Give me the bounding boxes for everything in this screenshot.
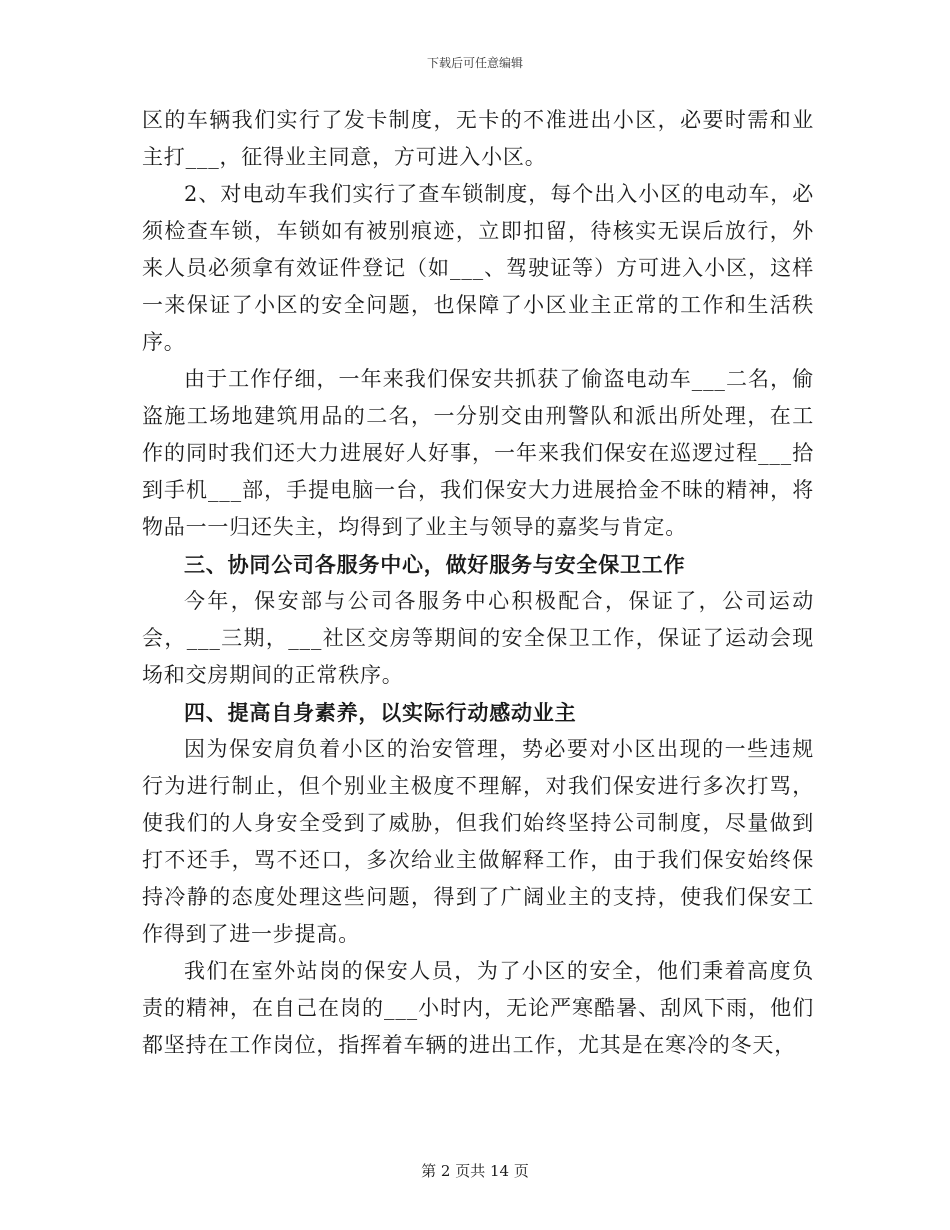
header-note: 下载后可任意编辑 (426, 56, 523, 70)
paragraph-ebike-lock: 2、对电动车我们实行了查车锁制度，每个出入小区的电动车，必须检查车锁，车锁如有被别痕迹，立即扣留，待核实无误后放行，外来人员必须拿有效证件登记（如___、驾驶证等）方可进入小区，这样一来保证了小区的安全问题，也保障了小区业主正常的工作和生活秩序。 (142, 182, 814, 354)
paragraph-self-improvement: 因为保安肩负着小区的治安管理，势必要对小区出现的一些违规行为进行制止，但个别业主极度不理解，对我们保安进行多次打骂，使我们的人身安全受到了威胁，但我们始终坚持公司制度，尽量做到打不还手，骂不还口，多次给业主做解释工作，由于我们保安始终保持冷静的态度处理这些问题，得到了广阔业主的支持，使我们保安工作得到了进一步提高。 (142, 737, 814, 946)
page-number: 第 2 页共 14 页 (421, 1162, 529, 1180)
paragraph-cooperation: 今年，保安部与公司各服务中心积极配合，保证了，公司运动会，___三期，___社区交房等期间的安全保卫工作，保证了运动会现场和交房期间的正常秩序。 (142, 589, 814, 687)
section-heading-4: 四、提高自身素养，以实际行动感动业主 (184, 700, 577, 725)
section-heading-3: 三、协同公司各服务中心，做好服务与安全保卫工作 (184, 552, 686, 577)
document-body (142, 102, 814, 1064)
paragraph-achievements: 由于工作仔细，一年来我们保安共抓获了偷盗电动车___二名，偷盗施工场地建筑用品的二名，一分别交由刑警队和派出所处理，在工作的同时我们还大力进展好人好事，一年来我们保安在巡逻过程___拾到手机___部，手提电脑一台，我们保安大力进展拾金不昧的精神，将物品一一归还失主，均得到了业主与领导的嘉奖与肯定。 (142, 367, 814, 539)
paragraph-continuation: 区的车辆我们实行了发卡制度，无卡的不准进出小区，必要时需和业主打___，征得业主同意，方可进入小区。 (142, 108, 814, 169)
paragraph-outdoor-guards: 我们在室外站岗的保安人员，为了小区的安全，他们秉着高度负责的精神，在自己在岗的___小时内，无论严寒酷暑、刮风下雨，他们都坚持在工作岗位，指挥着车辆的进出工作，尤其是在寒冷的冬天， (142, 959, 814, 1057)
